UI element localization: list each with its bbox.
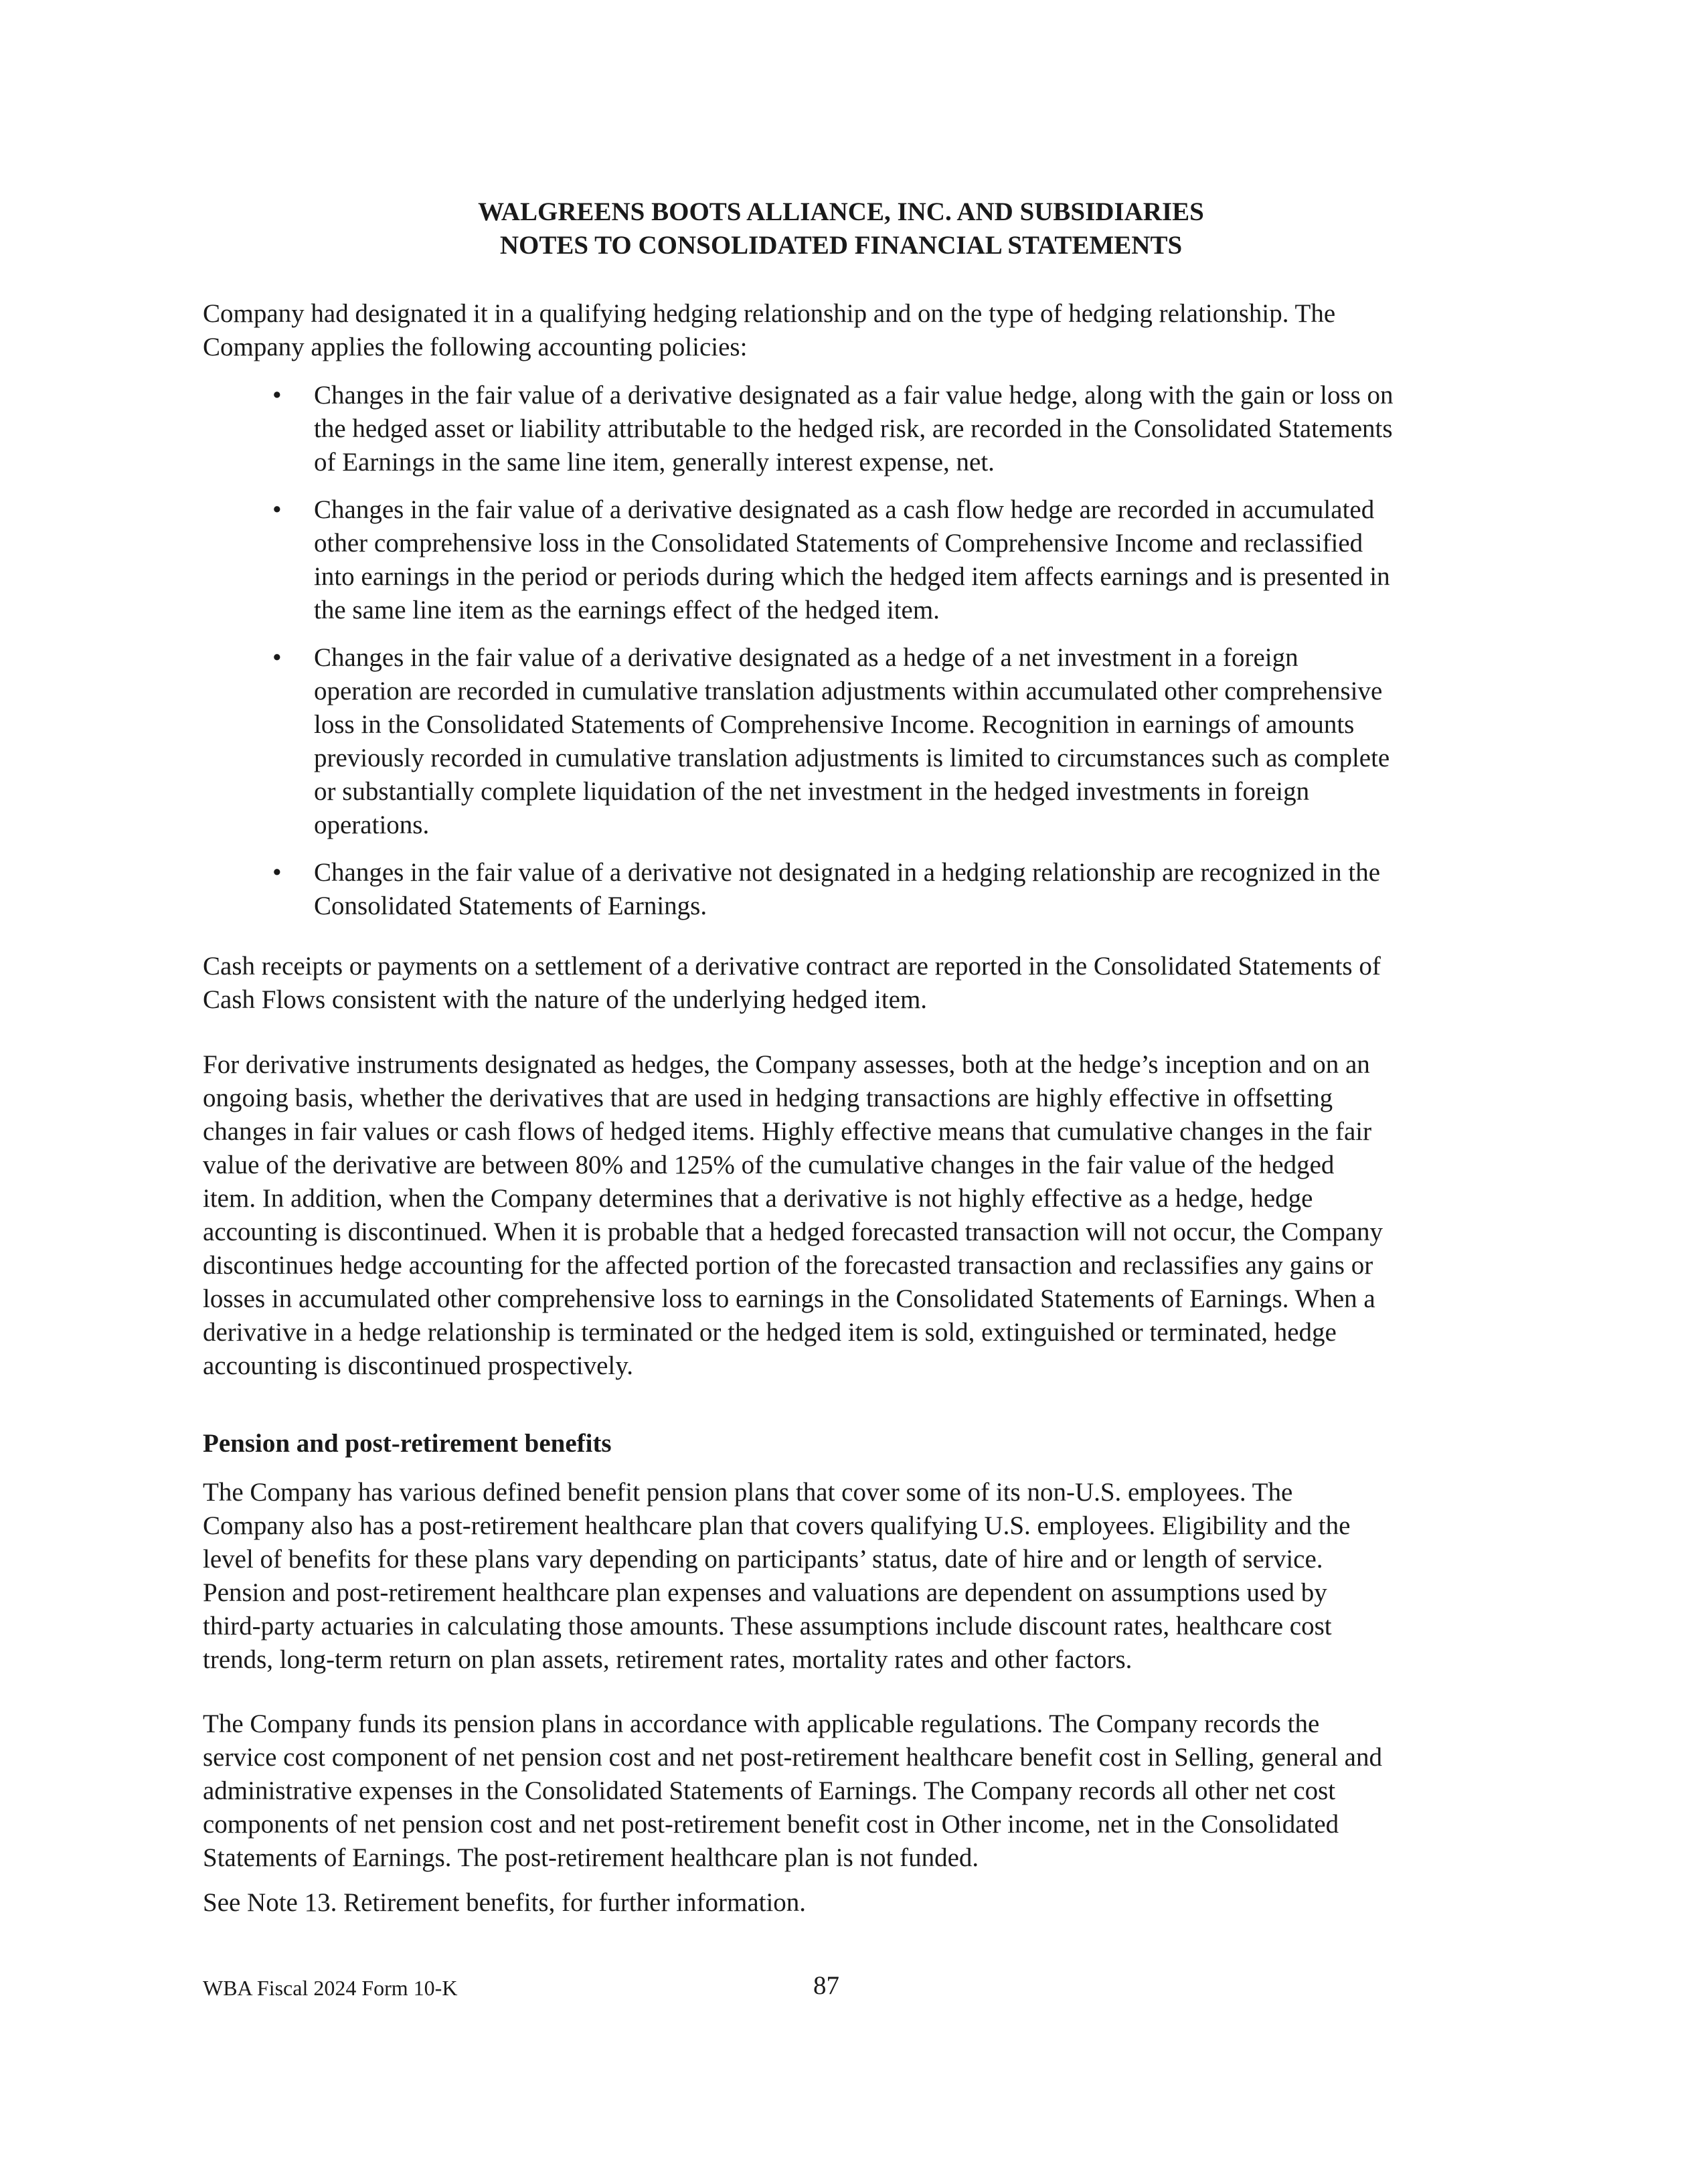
policy-bullet-list	[203, 379, 1478, 937]
header-company-name: WALGREENS BOOTS ALLIANCE, INC. AND SUBSIDIARIES	[478, 197, 1204, 226]
bullet-line: other comprehensive loss in the Consolidated Statements of Comprehensive Income and reclassified	[314, 529, 1363, 558]
paragraph-line: Statements of Earnings. The post-retirement healthcare plan is not funded.	[203, 1843, 979, 1872]
bullet-line: loss in the Consolidated Statements of Comprehensive Income. Recognition in earnings of amounts	[314, 710, 1355, 739]
paragraph-line: The Company funds its pension plans in accordance with applicable regulations. The Company records the	[203, 1709, 1320, 1738]
policy-bullet-item	[203, 493, 1478, 627]
pension-funding-paragraph	[203, 1707, 1478, 1875]
paragraph-line: administrative expenses in the Consolidated Statements of Earnings. The Company records all other net cost	[203, 1776, 1336, 1805]
paragraph-line: value of the derivative are between 80% and 125% of the cumulative changes in the fair value of the hedged	[203, 1151, 1335, 1179]
footer-page-number: 87	[813, 1971, 839, 2000]
bullet-line: Changes in the fair value of a derivative designated as a hedge of a net investment in a foreign	[314, 643, 1298, 672]
cash-receipts-paragraph	[203, 950, 1478, 1017]
bullet-line: into earnings in the period or periods during which the hedged item affects earnings and is presented in	[314, 562, 1390, 591]
paragraph-line: Cash receipts or payments on a settlement of a derivative contract are reported in the Consolidated Statements of	[203, 952, 1381, 981]
paragraph-line: For derivative instruments designated as hedges, the Company assesses, both at the hedge’s inception and on an	[203, 1050, 1370, 1079]
bullet-line: of Earnings in the same line item, generally interest expense, net.	[314, 448, 995, 477]
bullet-line: Changes in the fair value of a derivative not designated in a hedging relationship are recognized in the	[314, 858, 1381, 887]
header-section-title: NOTES TO CONSOLIDATED FINANCIAL STATEMENTS	[499, 231, 1183, 260]
paragraph-line: accounting is discontinued prospectively.	[203, 1351, 633, 1380]
bullet-line: Changes in the fair value of a derivative designated as a cash flow hedge are recorded in accumulated	[314, 495, 1375, 524]
paragraph-line: The Company has various defined benefit pension plans that cover some of its non-U.S. employees. The	[203, 1478, 1293, 1507]
section-heading-pension: Pension and post-retirement benefits	[203, 1429, 612, 1458]
bullet-line: the hedged asset or liability attributable to the hedged risk, are recorded in the Consolidated Statements	[314, 414, 1393, 443]
paragraph-line: item. In addition, when the Company determines that a derivative is not highly effective as a hedge, hedge	[203, 1184, 1313, 1213]
bullet-icon: •	[272, 643, 282, 672]
paragraph-line: ongoing basis, whether the derivatives that are used in hedging transactions are highly effective in offsetting	[203, 1084, 1333, 1112]
bullet-line: the same line item as the earnings effect of the hedged item.	[314, 596, 940, 624]
bullet-icon: •	[272, 381, 282, 410]
paragraph-line: trends, long-term return on plan assets, retirement rates, mortality rates and other factors.	[203, 1645, 1132, 1674]
bullet-icon: •	[272, 858, 282, 887]
paragraph-line: service cost component of net pension cost and net post-retirement healthcare benefit cost in Selling, general and	[203, 1743, 1382, 1772]
paragraph-line: Pension and post-retirement healthcare plan expenses and valuations are dependent on assumptions used by	[203, 1578, 1327, 1607]
bullet-line: Changes in the fair value of a derivative designated as a fair value hedge, along with the gain or loss on	[314, 381, 1394, 410]
bullet-line: operation are recorded in cumulative translation adjustments within accumulated other comprehensive	[314, 677, 1383, 705]
see-note-reference: See Note 13. Retirement benefits, for further information.	[203, 1888, 807, 1917]
pension-paragraph	[203, 1476, 1478, 1677]
derivative-instruments-paragraph	[203, 1048, 1478, 1383]
bullet-line: operations.	[314, 811, 430, 839]
paragraph-line: Company also has a post-retirement healthcare plan that covers qualifying U.S. employees. Eligibility and the	[203, 1511, 1351, 1540]
policy-bullet-item	[203, 641, 1478, 842]
paragraph-line: losses in accumulated other comprehensive loss to earnings in the Consolidated Statements of Earnings. When a	[203, 1284, 1375, 1313]
paragraph-line: changes in fair values or cash flows of hedged items. Highly effective means that cumulative changes in the fair	[203, 1117, 1372, 1146]
bullet-line: previously recorded in cumulative translation adjustments is limited to circumstances such as complete	[314, 744, 1390, 772]
policy-bullet-item	[203, 856, 1478, 923]
paragraph-line: accounting is discontinued. When it is probable that a hedged forecasted transaction will not occur, the Company	[203, 1217, 1383, 1246]
intro-paragraph	[203, 297, 1478, 364]
intro-line: Company had designated it in a qualifying hedging relationship and on the type of hedging relationship. The	[203, 299, 1336, 328]
paragraph-line: level of benefits for these plans vary depending on participants’ status, date of hire and or length of service.	[203, 1545, 1323, 1574]
intro-line: Company applies the following accounting policies:	[203, 333, 748, 361]
page-header	[0, 195, 1682, 262]
paragraph-line: third-party actuaries in calculating those amounts. These assumptions include discount rates, healthcare cost	[203, 1612, 1332, 1641]
bullet-icon: •	[272, 495, 282, 524]
paragraph-line: derivative in a hedge relationship is terminated or the hedged item is sold, extinguished or terminated, hedge	[203, 1318, 1337, 1347]
paragraph-line: Cash Flows consistent with the nature of the underlying hedged item.	[203, 985, 928, 1014]
footer-form-label: WBA Fiscal 2024 Form 10-K	[203, 1976, 458, 2000]
policy-bullet-item	[203, 379, 1478, 479]
bullet-line: or substantially complete liquidation of the net investment in the hedged investments in foreign	[314, 777, 1310, 806]
paragraph-line: discontinues hedge accounting for the affected portion of the forecasted transaction and reclassifies any gains or	[203, 1251, 1373, 1280]
paragraph-line: components of net pension cost and net post-retirement benefit cost in Other income, net in the Consolidated	[203, 1810, 1339, 1839]
bullet-line: Consolidated Statements of Earnings.	[314, 892, 707, 920]
